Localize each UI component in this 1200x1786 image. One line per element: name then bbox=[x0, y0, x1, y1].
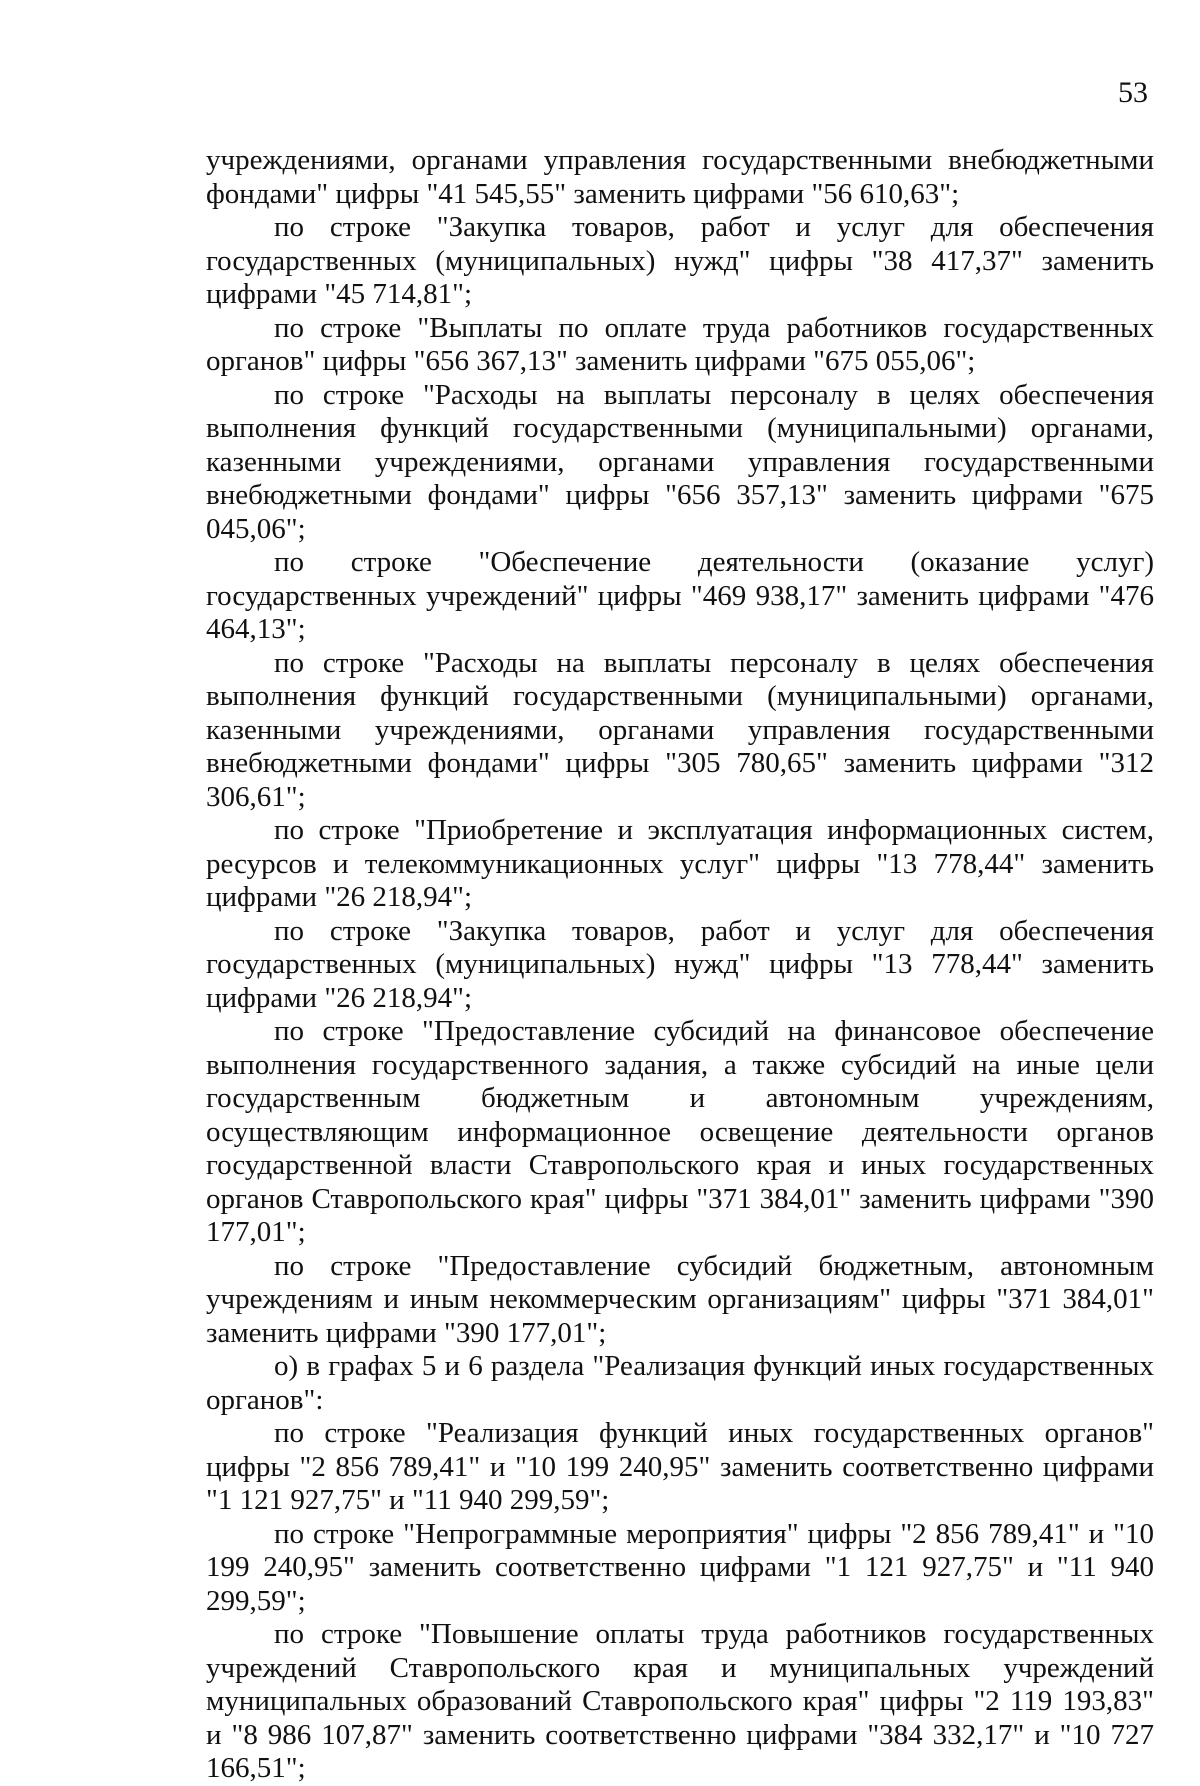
paragraph: по строке "Расходы на выплаты персоналу в целях обеспечения выполнения функций государственными (муниципальными) органами, казенными учреждениями, органами управления государственными внебюджетными фондами" цифры "305 780,65" заменить цифрами "312 306,61"; bbox=[206, 646, 1154, 813]
paragraph: по строке "Реализация функций иных государственных органов" цифры "2 856 789,41" и "10 199 240,95" заменить соответственно цифрами "1 121 927,75" и "11 940 299,59"; bbox=[206, 1417, 1154, 1516]
paragraph: по строке "Приобретение и эксплуатация информационных систем, ресурсов и телекоммуникационных услуг" цифры "13 778,44" заменить цифрами "26 218,94"; bbox=[206, 814, 1154, 913]
paragraph: по строке "Повышение оплаты труда работников государственных учреждений Ставропольского края и муниципальных учреждений муниципальных образований Ставропольского края" цифры "2 119 193,83" и "8 986 107,87" заменить соответственно цифрами "384 332,17" и "10 727 166,51"; bbox=[206, 1618, 1154, 1784]
paragraph: по строке "Выплаты по оплате труда работников государственных органов" цифры "656 367,13" заменить цифрами "675 055,06"; bbox=[206, 311, 1154, 377]
paragraph: по строке "Обеспечение деятельности (оказание услуг) государственных учреждений" цифры "469 938,17" заменить цифрами "476 464,13"; bbox=[206, 546, 1154, 645]
paragraph: по строке "Предоставление субсидий на финансовое обеспечение выполнения государственного задания, а также субсидий на иные цели государственным бюджетным и автономным учреждениям, осуществляющим информационное освещение деятельности органов государственной власти Ставропольского края и иных государственных органов Ставропольского края" цифры "371 384,01" заменить цифрами "390 177,01"; bbox=[206, 1015, 1154, 1248]
document-body bbox=[206, 144, 1154, 1786]
paragraph: по строке "Закупка товаров, работ и услуг для обеспечения государственных (муниципальных) нужд" цифры "38 417,37" заменить цифрами "45 714,81"; bbox=[206, 211, 1154, 310]
paragraph: о) в графах 5 и 6 раздела "Реализация функций иных государственных органов": bbox=[206, 1350, 1154, 1416]
paragraph: по строке "Закупка товаров, работ и услуг для обеспечения государственных (муниципальных) нужд" цифры "13 778,44" заменить цифрами "26 218,94"; bbox=[206, 914, 1154, 1014]
paragraph: по строке "Расходы на выплаты персоналу в целях обеспечения выполнения функций государственными (муниципальными) органами, казенными учреждениями, органами управления государственными внебюджетными фондами" цифры "656 357,13" заменить цифрами "675 045,06"; bbox=[206, 378, 1154, 545]
paragraph: учреждениями, органами управления государственными внебюджетными фондами" цифры "41 545,55" заменить цифрами "56 610,63"; bbox=[206, 144, 1154, 210]
paragraph: по строке "Непрограммные мероприятия" цифры "2 856 789,41" и "10 199 240,95" заменить соответственно цифрами "1 121 927,75" и "11 940 299,59"; bbox=[206, 1517, 1154, 1617]
page-number: 53 bbox=[1118, 76, 1148, 109]
paragraph: по строке "Предоставление субсидий бюджетным, автономным учреждениям и иным некоммерческим организациям" цифры "371 384,01" заменить цифрами "390 177,01"; bbox=[206, 1249, 1154, 1349]
